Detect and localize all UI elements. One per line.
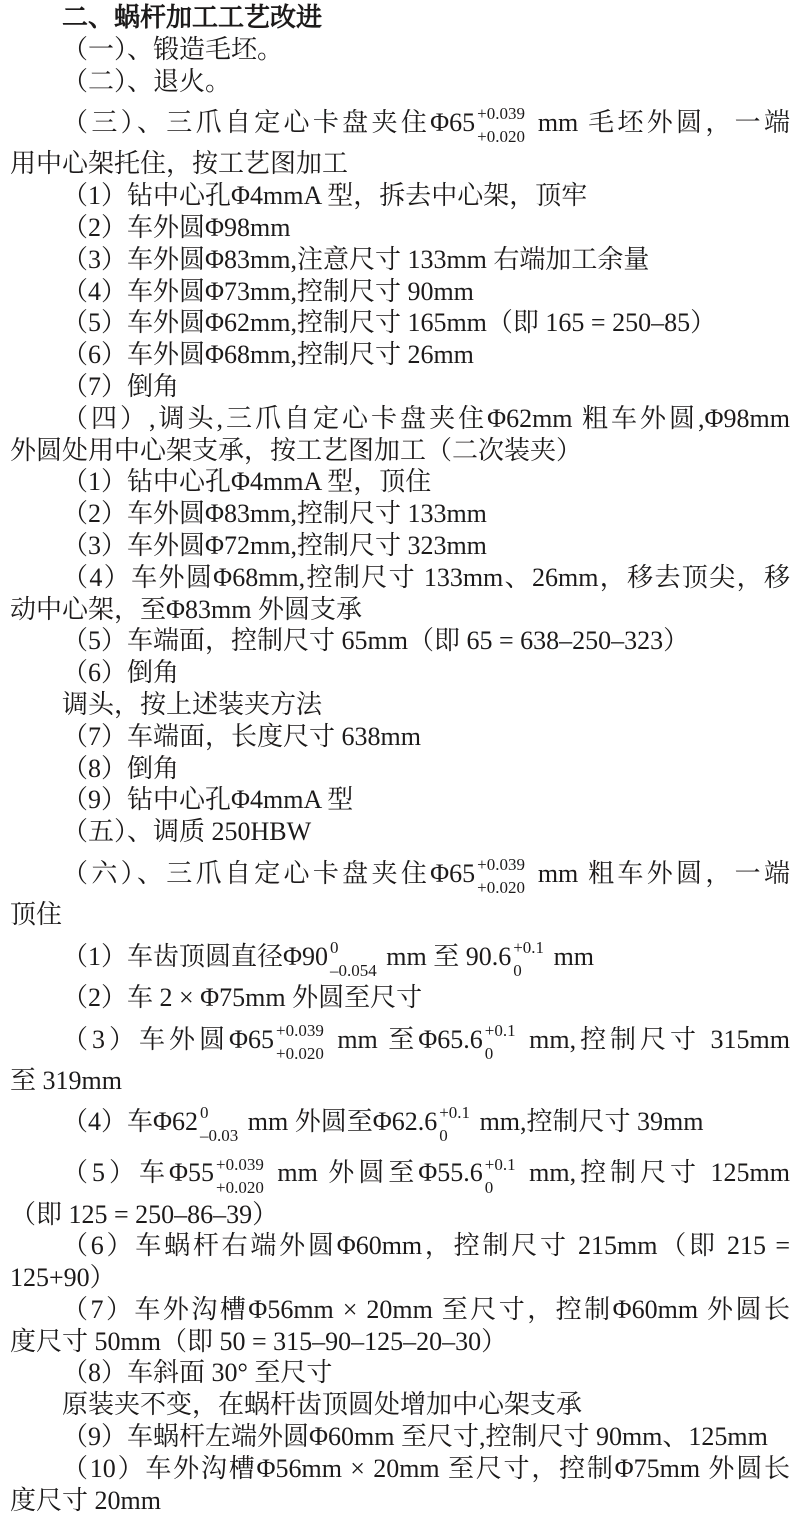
text-segment: mm,控制尺寸 125mm <box>518 1158 790 1188</box>
text-segment: （1）钻中心孔Φ4mmA 型，顶住 <box>62 467 432 497</box>
paragraph <box>10 931 790 982</box>
text-segment: mm <box>547 941 595 971</box>
text-line <box>10 1389 790 1421</box>
paragraph <box>10 403 790 467</box>
text-segment: 度尺寸 20mm <box>10 1485 161 1515</box>
text-segment: （三）、三爪自定心卡盘夹住Φ65 <box>62 108 476 138</box>
document-body <box>10 34 790 1517</box>
text-line <box>10 1453 790 1485</box>
text-line <box>10 816 790 848</box>
text-segment: （7）车端面，长度尺寸 638mm <box>62 721 421 751</box>
paragraph <box>10 244 790 276</box>
text-segment: （5）车端面，控制尺寸 65mm（即 65 = 638–250–323） <box>62 626 690 656</box>
tolerance-stack <box>485 1153 516 1199</box>
tolerance-stack <box>477 853 525 899</box>
text-segment: （4）车Φ62 <box>62 1107 199 1137</box>
lower-deviation: 0 <box>484 1043 494 1063</box>
text-line <box>10 657 790 689</box>
upper-deviation: 0 <box>200 1103 209 1123</box>
text-line <box>10 625 790 657</box>
paragraph <box>10 816 790 848</box>
lower-deviation: 0 <box>439 1126 448 1146</box>
text-line <box>10 66 790 98</box>
tolerance-stack <box>330 936 377 982</box>
text-segment: （8）车斜面 30° 至尺寸 <box>62 1358 333 1388</box>
text-segment: （3）车外圆Φ83mm,注意尺寸 133mm 右端加工余量 <box>62 244 650 274</box>
text-segment: mm 外圆至Φ62.6 <box>241 1107 438 1137</box>
text-segment: （四）,调头,三爪自定心卡盘夹住Φ62mm 粗车外圆,Φ98mm <box>62 403 790 433</box>
lower-deviation: 0 <box>513 960 522 980</box>
text-segment: 用中心架托住，按工艺图加工 <box>10 149 349 179</box>
tolerance-stack <box>216 1153 264 1199</box>
paragraph <box>10 625 790 657</box>
paragraph <box>10 1357 790 1389</box>
paragraph <box>10 784 790 816</box>
paragraph <box>10 97 790 180</box>
paragraph <box>10 1421 790 1453</box>
text-line <box>10 180 790 212</box>
paragraph <box>10 530 790 562</box>
text-segment: mm 毛坯外圆，一端 <box>528 108 790 138</box>
text-line <box>10 689 790 721</box>
text-line <box>10 721 790 753</box>
text-segment: （2）车 2 × Φ75mm 外圆至尺寸 <box>62 982 423 1012</box>
text-line <box>10 97 790 148</box>
paragraph <box>10 466 790 498</box>
text-line <box>10 244 790 276</box>
paragraph <box>10 276 790 308</box>
text-line <box>10 1485 790 1517</box>
text-segment: （3）车外圆Φ65 <box>62 1024 274 1054</box>
text-segment: mm 外圆至Φ55.6 <box>266 1158 483 1188</box>
lower-deviation: +0.020 <box>477 127 525 147</box>
upper-deviation: +0.039 <box>216 1154 264 1174</box>
text-line <box>10 753 790 785</box>
text-line <box>10 931 790 982</box>
text-segment: （6）车蜗杆右端外圆Φ60mm，控制尺寸 215mm（即 215 = <box>62 1231 790 1261</box>
text-segment: （4）车外圆Φ73mm,控制尺寸 90mm <box>62 276 474 306</box>
text-segment: 动中心架，至Φ83mm 外圆支承 <box>10 594 362 624</box>
text-line <box>10 1199 790 1231</box>
text-segment: （1）钻中心孔Φ4mmA 型，拆去中心架，顶牢 <box>62 181 588 211</box>
paragraph <box>10 66 790 98</box>
text-line <box>10 1065 790 1097</box>
paragraph <box>10 1096 790 1147</box>
text-line <box>10 530 790 562</box>
text-segment: 度尺寸 50mm（即 50 = 315–90–125–20–30） <box>10 1326 508 1356</box>
upper-deviation: +0.1 <box>513 937 545 957</box>
paragraph <box>10 212 790 244</box>
text-segment: （6）车外圆Φ68mm,控制尺寸 26mm <box>62 340 474 370</box>
text-segment: mm 至Φ65.6 <box>326 1024 483 1054</box>
lower-deviation: –0.03 <box>200 1126 239 1146</box>
text-line <box>10 1147 790 1198</box>
text-segment: mm 粗车外圆，一端 <box>528 858 790 888</box>
text-segment: （7）倒角 <box>62 372 180 401</box>
text-segment: （3）车外圆Φ72mm,控制尺寸 323mm <box>62 530 487 560</box>
text-line <box>10 498 790 530</box>
paragraph <box>10 307 790 339</box>
text-segment: 顶住 <box>10 899 63 929</box>
text-segment: （即 125 = 250–86–39） <box>10 1199 279 1229</box>
text-line <box>10 466 790 498</box>
text-segment: （1）车齿顶圆直径Φ90 <box>62 941 329 971</box>
tolerance-stack <box>276 1019 324 1065</box>
text-line <box>10 1357 790 1389</box>
text-segment: （二）、退火。 <box>62 66 232 96</box>
text-line <box>10 34 790 66</box>
text-segment: （10）车外沟槽Φ56mm × 20mm 至尺寸，控制Φ75mm 外圆长 <box>62 1453 790 1483</box>
text-line <box>10 1262 790 1294</box>
text-line <box>10 339 790 371</box>
text-segment: （5）车外圆Φ62mm,控制尺寸 165mm（即 165 = 250–85） <box>62 308 717 338</box>
paragraph <box>10 1294 790 1358</box>
text-line <box>10 1096 790 1147</box>
text-line <box>10 1294 790 1326</box>
lower-deviation: –0.054 <box>330 960 377 980</box>
paragraph <box>10 1453 790 1517</box>
paragraph <box>10 34 790 66</box>
upper-deviation: +0.039 <box>477 854 525 874</box>
tolerance-stack <box>513 936 544 982</box>
paragraph <box>10 848 790 931</box>
text-segment: （五）、调质 250HBW <box>62 817 312 847</box>
paragraph <box>10 1014 790 1097</box>
lower-deviation: +0.020 <box>477 877 525 897</box>
paragraph <box>10 180 790 212</box>
text-segment: 至 319mm <box>10 1065 122 1095</box>
text-line <box>10 562 790 594</box>
section-heading: 二、蜗杆加工工艺改进 <box>62 3 323 32</box>
text-line <box>10 1326 790 1358</box>
text-segment: （9）车蜗杆左端外圆Φ60mm 至尺寸,控制尺寸 90mm、125mm <box>62 1422 768 1452</box>
paragraph <box>10 339 790 371</box>
paragraph <box>10 721 790 753</box>
text-segment: （5）车Φ55 <box>62 1158 214 1188</box>
text-line <box>10 148 790 180</box>
paragraph <box>10 1147 790 1230</box>
text-segment: （2）车外圆Φ98mm <box>62 213 291 243</box>
lower-deviation: +0.020 <box>275 1043 324 1063</box>
text-segment: 调头，按上述装夹方法 <box>62 689 323 719</box>
text-line <box>10 1230 790 1262</box>
text-segment: （9）钻中心孔Φ4mmA 型 <box>62 785 354 815</box>
text-segment: （2）车外圆Φ83mm,控制尺寸 133mm <box>62 499 487 529</box>
upper-deviation: 0 <box>330 937 339 957</box>
text-segment: （6）倒角 <box>62 658 180 688</box>
text-line <box>10 403 790 435</box>
text-segment: （六）、三爪自定心卡盘夹住Φ65 <box>62 858 476 888</box>
text-line <box>10 307 790 339</box>
text-line <box>10 982 790 1014</box>
text-line <box>10 276 790 308</box>
lower-deviation: +0.020 <box>216 1177 264 1197</box>
text-line <box>10 212 790 244</box>
text-segment: （7）车外沟槽Φ56mm × 20mm 至尺寸，控制Φ60mm 外圆长 <box>62 1294 790 1324</box>
text-segment: 原装夹不变，在蜗杆齿顶圆处增加中心架支承 <box>62 1390 583 1420</box>
paragraph <box>10 753 790 785</box>
text-segment: mm,控制尺寸 39mm <box>473 1107 704 1137</box>
text-segment: 125+90） <box>10 1263 116 1293</box>
paragraph <box>10 657 790 689</box>
text-segment: 外圆处用中心架支承，按工艺图加工（二次装夹） <box>10 435 583 465</box>
text-line <box>10 371 790 403</box>
text-segment: （8）倒角 <box>62 753 180 783</box>
paragraph <box>10 498 790 530</box>
text-segment: （4）车外圆Φ68mm,控制尺寸 133mm、26mm，移去顶尖，移 <box>62 562 790 592</box>
tolerance-stack <box>200 1101 238 1147</box>
lower-deviation: 0 <box>484 1177 494 1197</box>
text-segment: （一）、锻造毛坯。 <box>62 34 284 64</box>
text-segment: mm,控制尺寸 315mm <box>518 1024 790 1054</box>
text-line <box>10 1014 790 1065</box>
upper-deviation: +0.1 <box>484 1154 516 1174</box>
text-line <box>10 899 790 931</box>
text-line <box>10 784 790 816</box>
paragraph <box>10 1230 790 1294</box>
text-line <box>10 594 790 626</box>
paragraph <box>10 1389 790 1421</box>
tolerance-stack <box>439 1101 470 1147</box>
text-line <box>10 435 790 467</box>
text-line <box>10 1421 790 1453</box>
text-segment: mm 至 90.6 <box>379 941 512 971</box>
paragraph <box>10 982 790 1014</box>
tolerance-stack <box>477 102 525 148</box>
paragraph <box>10 562 790 626</box>
upper-deviation: +0.1 <box>484 1020 516 1040</box>
tolerance-stack <box>485 1019 516 1065</box>
upper-deviation: +0.1 <box>439 1103 471 1123</box>
paragraph <box>10 689 790 721</box>
text-line <box>10 848 790 899</box>
upper-deviation: +0.039 <box>275 1020 324 1040</box>
upper-deviation: +0.039 <box>477 104 525 124</box>
paragraph <box>10 371 790 403</box>
